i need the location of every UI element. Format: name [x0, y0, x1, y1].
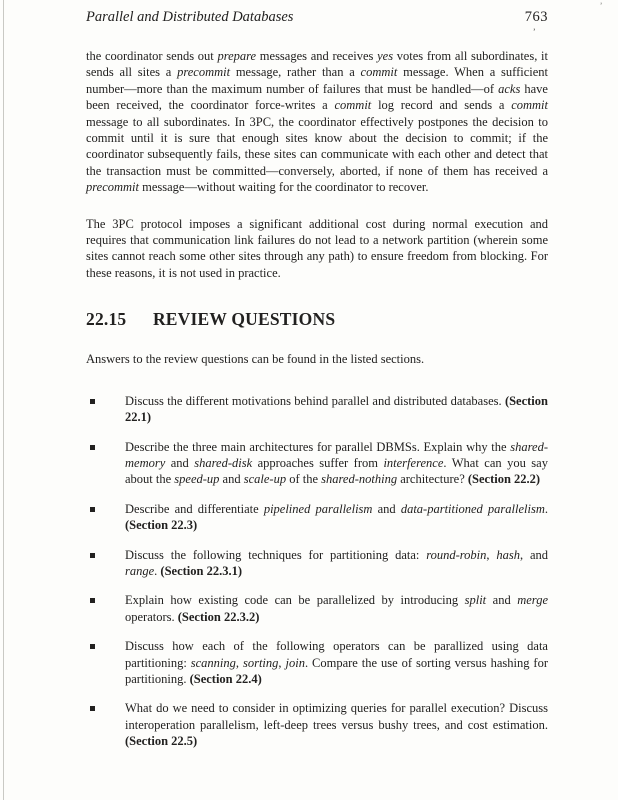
question-text: What do we need to consider in optimizing queries for parallel execution? Discuss interoperation parallelism, left-deep trees versus bushy trees, and cost estimation. (Section 22.5): [125, 701, 548, 749]
section-title: REVIEW QUESTIONS: [152, 309, 336, 330]
scan-edge-artifact: [3, 0, 4, 800]
question-text: Describe the three main architectures for parallel DBMSs. Explain why the shared-memory and shared-disk approaches suffer from interference. What can you say about the speed-up and scale-up of the shared-nothing architecture? (Section 22.2): [125, 439, 548, 487]
square-bullet-icon: [90, 644, 95, 649]
page-number-wrap: [524, 8, 548, 37]
paragraph-3pc-protocol: the coordinator sends out prepare messages and receives yes votes from all subordinates, it sends all sites a precommit message, rather than a commit message. When a sufficient number—more than the maximum number of failures that must be handled—of acks have been received, the coordinator force-writes a commit log record and sends a commit message to all subordinates. In 3PC, the coordinator effectively postpones the decision to commit until it is sure that enough sites know about the decision to commit; if the coordinator subsequently fails, these sites can communicate with each other and detect that the transaction must be committed—conversely, aborted, if none of them has received a precommit message—without waiting for the coordinator to recover.: [86, 49, 549, 195]
scan-mark-under-page-number-icon: ’: [532, 27, 537, 37]
paragraph-3pc-cost: The 3PC protocol imposes a significant additional cost during normal execution and requires that communication link failures do not lead to a network partition (wherein some sites cannot reach some other sites through any path) to ensure freedom from blocking. For these reasons, it is not used in practice.: [86, 216, 548, 280]
question-text: Discuss the different motivations behind parallel and distributed databases. (Section 22.1): [125, 393, 548, 425]
scan-mark-top-right-icon: ’: [599, 1, 602, 11]
question-item: [86, 393, 548, 426]
running-head: [86, 8, 548, 37]
question-item: [86, 700, 548, 749]
square-bullet-icon: [90, 507, 95, 512]
question-text: Explain how existing code can be parallelized by introducing split and merge operators. (Section 22.3.2): [125, 593, 548, 624]
intro-sentence: Answers to the review questions can be found in the listed sections.: [86, 352, 425, 367]
question-item: [86, 547, 548, 580]
question-item: [86, 439, 548, 488]
square-bullet-icon: [90, 598, 95, 603]
square-bullet-icon: [90, 553, 95, 558]
question-text: Discuss how each of the following operators can be parallized using data partitioning: scanning, sorting, join. Compare the use of sorting versus hashing for partitioning. (Section 22.4): [125, 639, 548, 686]
running-head-title: Parallel and Distributed Databases: [86, 9, 294, 25]
square-bullet-icon: [90, 706, 95, 711]
square-bullet-icon: [90, 445, 95, 450]
question-item: [86, 501, 548, 534]
question-text: Discuss the following techniques for partitioning data: round-robin, hash, and range. (Section 22.3.1): [125, 547, 548, 578]
review-questions-list: [86, 393, 548, 750]
page-body: [86, 48, 548, 750]
square-bullet-icon: [90, 399, 95, 404]
section-heading: [86, 309, 548, 329]
question-item: [86, 638, 548, 687]
page-number: 763: [524, 9, 548, 25]
question-item: [86, 592, 548, 625]
section-number: 22.15: [86, 309, 127, 330]
question-text: Describe and differentiate pipelined parallelism and data-partitioned parallelism. (Section 22.3): [125, 501, 548, 533]
